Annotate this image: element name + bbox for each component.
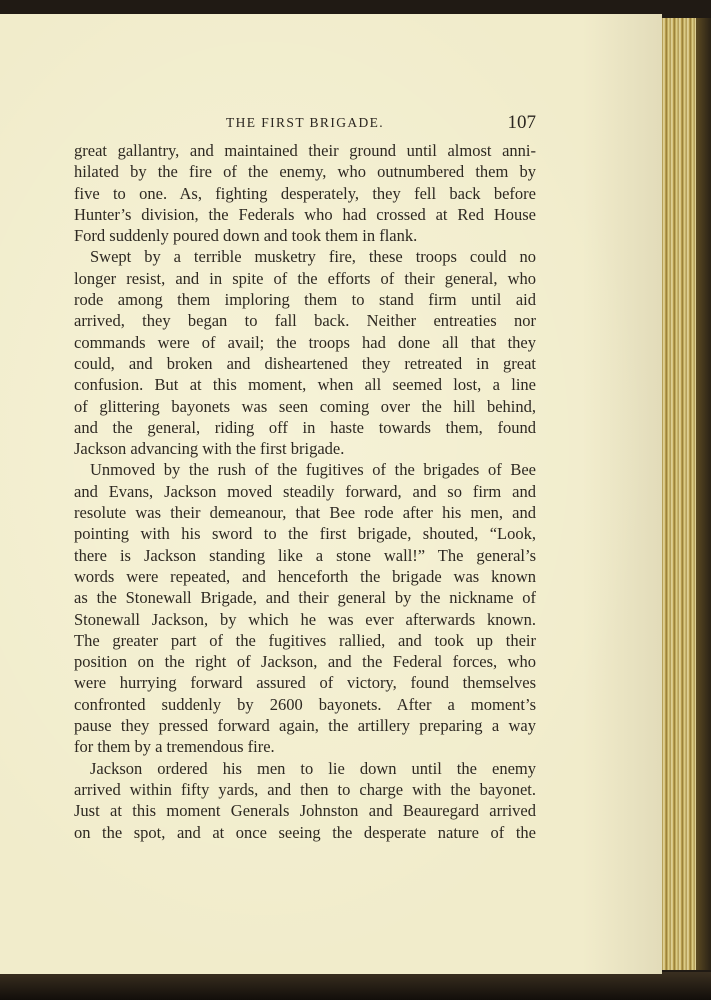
text-line: and Evans, Jackson moved steadily forward, and so firm and [74,481,536,501]
text-line: arrived within fifty yards, and then to charge with the bayonet. [74,779,536,799]
text-line: Stonewall Jackson, by which he was ever afterwards known. [74,609,536,629]
text-line: Hunter’s division, the Federals who had crossed at Red House [74,204,536,224]
text-line: rode among them imploring them to stand firm until aid [74,290,536,310]
text-line: pointing with his sword to the first brigade, shouted, “Look, [74,524,536,544]
text-line: on the spot, and at once seeing the desperate nature of the [74,822,536,842]
text-line: of glittering bayonets was seen coming over the hill behind, [74,396,536,416]
text-line: great gallantry, and maintained their ground until almost anni- [74,141,536,160]
text-line: could, and broken and disheartened they retreated in great [74,353,536,373]
paragraph [74,140,536,246]
text-line: The greater part of the fugitives rallied, and took up their [74,630,536,650]
text-line: longer resist, and in spite of the efforts of their general, who [74,268,536,288]
text-line: for them by a tremendous fire. [74,737,275,757]
text-line: resolute was their demeanour, that Bee rode after his men, and [74,503,536,523]
text-line: Ford suddenly poured down and took them in flank. [74,226,418,246]
text-line: commands were of avail; the troops had done all that they [74,332,536,352]
paragraph [74,459,536,757]
text-line: words were repeated, and henceforth the brigade was known [74,566,536,586]
fore-edge-shadow [696,18,711,970]
text-line: five to one. As, fighting desperately, they fell back before [74,183,536,203]
running-head [74,112,536,134]
text-line: hilated by the fire of the enemy, who outnumbered them by [74,162,536,182]
text-line: Jackson ordered his men to lie down until the enemy [90,758,536,778]
text-line: Jackson advancing with the first brigade. [74,439,345,459]
bottom-edge [0,972,711,1000]
text-line: there is Jackson standing like a stone wall!” The general’s [74,545,536,565]
text-line: and the general, riding off in haste towards them, found [74,417,536,437]
body-text [74,140,536,843]
text-line: Swept by a terrible musketry fire, these troops could no [90,247,536,267]
text-line: confusion. But at this moment, when all seemed lost, a line [74,375,536,395]
text-line: position on the right of Jackson, and the Federal forces, who [74,652,536,672]
text-line: pause they pressed forward again, the artillery preparing a way [74,716,536,736]
text-line: as the Stonewall Brigade, and their general by the nickname of [74,588,536,608]
text-line: Just at this moment Generals Johnston and Beauregard arrived [74,801,536,821]
text-line: Unmoved by the rush of the fugitives of the brigades of Bee [90,460,536,480]
paragraph [74,758,536,843]
page-number: 107 [507,112,536,133]
running-head-title: THE FIRST BRIGADE. [226,115,385,130]
text-line: confronted suddenly by 2600 bayonets. After a moment’s [74,694,536,714]
text-line: were hurrying forward assured of victory, found themselves [74,673,536,693]
text-line: arrived, they began to fall back. Neither entreaties nor [74,311,536,331]
paragraph [74,246,536,459]
